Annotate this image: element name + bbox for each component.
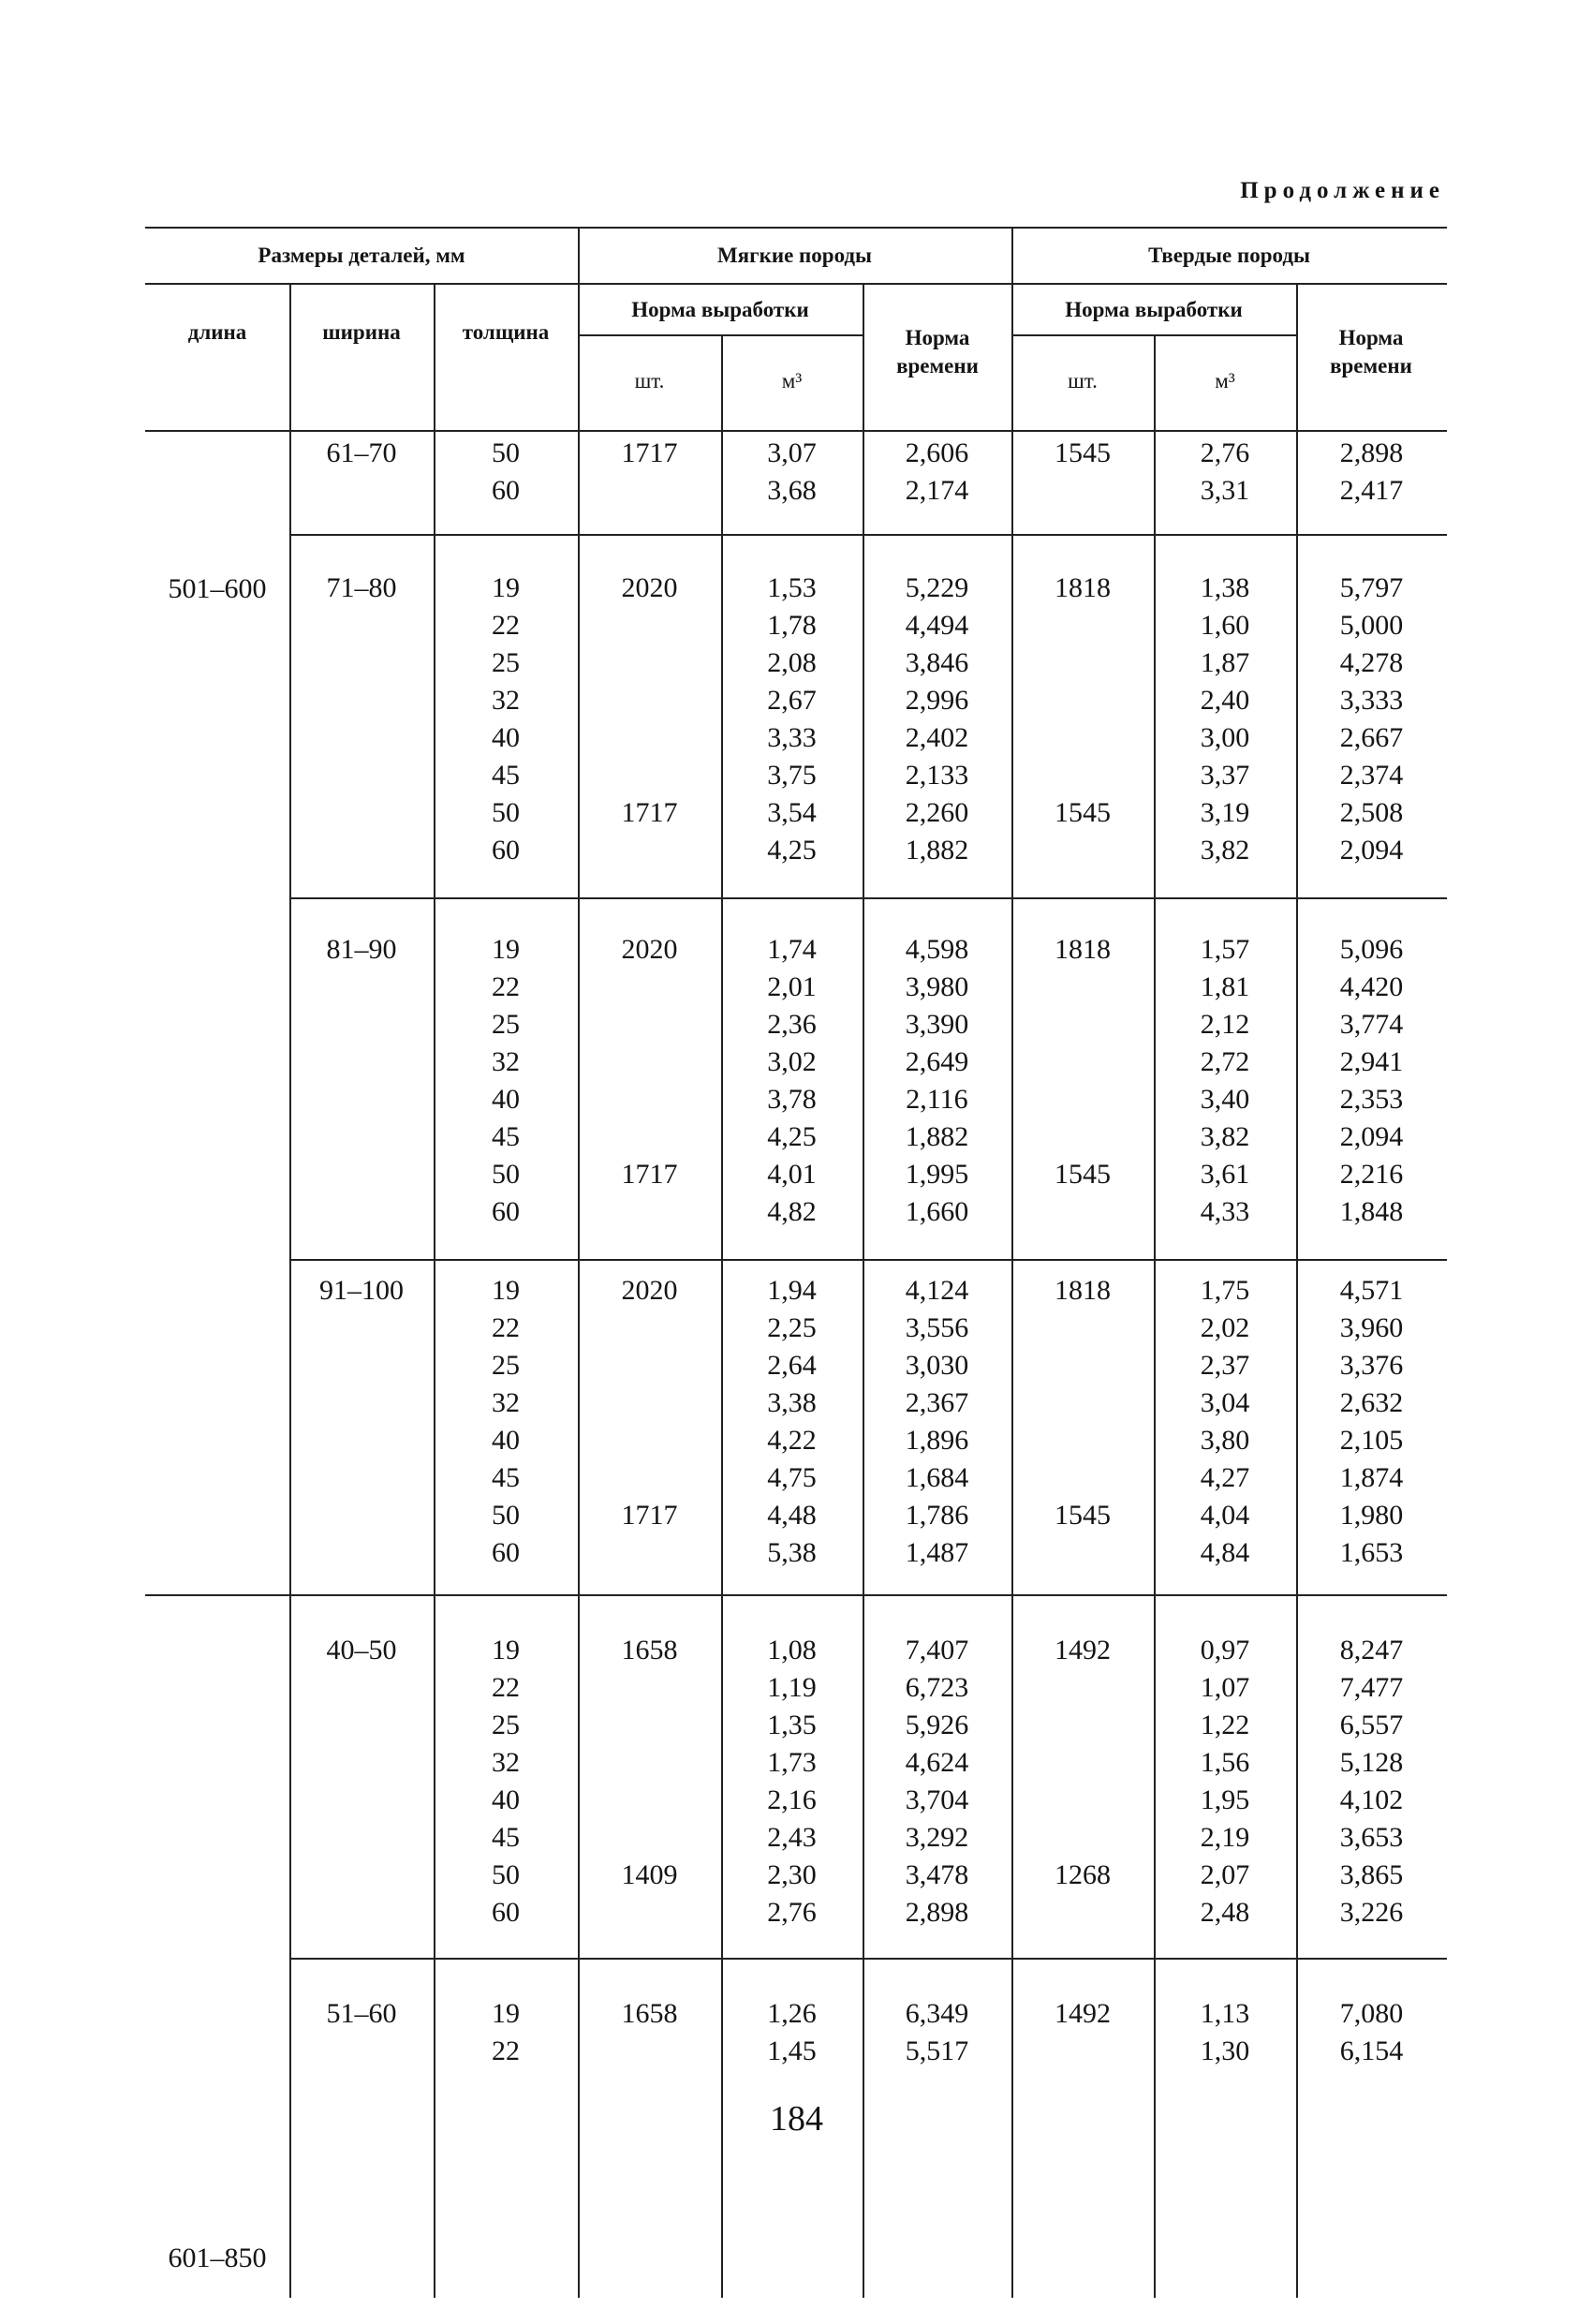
cell-soft-m3: 3,33 [767,722,817,753]
rule-header-1 [145,283,1447,285]
cell-soft-m3: 4,01 [767,1159,817,1190]
vline-soft-time [1011,227,1013,2298]
cell-soft-m3: 1,94 [767,1275,817,1306]
cell-hard-time: 6,154 [1339,2035,1404,2066]
rule-length-break [145,1594,1447,1596]
cell-soft-time: 3,478 [905,1859,969,1890]
cell-soft-pcs: 1717 [621,1500,678,1531]
cell-hard-time: 3,960 [1339,1312,1404,1343]
cell-thickness: 32 [492,1747,520,1778]
cell-soft-m3: 2,16 [767,1784,817,1815]
header-hard-time: Норма времени [1330,326,1412,377]
table-row [289,1384,1447,1422]
header-hard-pcs: шт. [1068,369,1098,392]
cell-hard-m3: 3,19 [1200,797,1250,828]
cell-width: 81–90 [326,934,397,965]
table-row [289,1006,1447,1044]
cell-hard-m3: 1,81 [1200,971,1250,1002]
cell-hard-m3: 4,27 [1200,1462,1250,1493]
cell-width: 51–60 [326,1998,397,2029]
cell-hard-m3: 3,04 [1200,1387,1250,1418]
cell-thickness: 45 [492,1462,520,1493]
header-hard-output: Норма выработки [1065,298,1243,321]
table-row [289,1995,1447,2033]
cell-soft-m3: 1,73 [767,1747,817,1778]
cell-hard-time: 2,105 [1339,1425,1404,1456]
cell-hard-time: 4,278 [1339,647,1404,678]
table-row [289,607,1447,644]
cell-hard-time: 5,000 [1339,610,1404,641]
cell-soft-time: 2,260 [905,797,969,828]
cell-soft-time: 4,598 [905,934,969,965]
cell-hard-time: 2,353 [1339,1084,1404,1115]
cell-hard-pcs: 1492 [1055,1998,1111,2029]
cell-thickness: 22 [492,2035,520,2066]
cell-soft-m3: 2,36 [767,1009,817,1040]
cell-soft-time: 1,487 [905,1537,969,1568]
table-row [289,644,1447,682]
cell-hard-m3: 3,61 [1200,1159,1250,1190]
cell-soft-time: 4,624 [905,1747,969,1778]
cell-hard-m3: 3,80 [1200,1425,1250,1456]
cell-hard-m3: 3,40 [1200,1084,1250,1115]
cell-hard-m3: 1,95 [1200,1784,1250,1815]
cell-thickness: 19 [492,1275,520,1306]
cell-soft-pcs: 1409 [621,1859,678,1890]
cell-hard-time: 3,865 [1339,1859,1404,1890]
cell-soft-time: 1,882 [905,1121,969,1152]
table-row [289,1632,1447,1669]
cell-thickness: 22 [492,610,520,641]
cell-soft-time: 1,660 [905,1196,969,1227]
table-row [289,1497,1447,1534]
group-51-60 [289,1995,1447,2070]
cell-hard-time: 3,226 [1339,1897,1404,1928]
cell-hard-time: 1,874 [1339,1462,1404,1493]
table-row [289,1534,1447,1572]
cell-soft-m3: 3,38 [767,1387,817,1418]
table-row [289,472,1447,510]
cell-hard-time: 3,376 [1339,1350,1404,1381]
table-row [289,1744,1447,1782]
cell-soft-time: 4,124 [905,1275,969,1306]
cell-thickness: 50 [492,1859,520,1890]
table-row [289,570,1447,607]
header-thickness: толщина [462,320,550,344]
cell-soft-time: 2,996 [905,685,969,716]
cell-soft-time: 3,556 [905,1312,969,1343]
rule-top [145,227,1447,229]
cell-soft-m3: 4,75 [767,1462,817,1493]
vline-thickness [578,227,580,2298]
cell-hard-time: 1,848 [1339,1196,1404,1227]
cell-soft-time: 1,684 [905,1462,969,1493]
cell-hard-time: 2,094 [1339,835,1404,866]
cell-soft-m3: 2,08 [767,647,817,678]
cell-soft-time: 3,704 [905,1784,969,1815]
cell-thickness: 60 [492,1196,520,1227]
cell-hard-time: 7,080 [1339,1998,1404,2029]
table-row [289,1459,1447,1497]
cell-soft-time: 1,786 [905,1500,969,1531]
cell-thickness: 25 [492,1009,520,1040]
cell-soft-m3: 2,67 [767,685,817,716]
cell-hard-m3: 1,30 [1200,2035,1250,2066]
cell-hard-time: 2,417 [1339,475,1404,506]
cell-hard-pcs: 1268 [1055,1859,1111,1890]
cell-soft-m3: 2,30 [767,1859,817,1890]
cell-soft-m3: 2,43 [767,1822,817,1853]
cell-hard-m3: 2,02 [1200,1312,1250,1343]
table-row [289,719,1447,757]
table-row [289,1347,1447,1384]
cell-soft-m3: 4,48 [767,1500,817,1531]
cell-soft-time: 2,174 [905,475,969,506]
length-label-601-850: 601–850 [168,2243,267,2273]
cell-thickness: 25 [492,1710,520,1740]
rule-group-5 [289,1958,1447,1960]
table-row [289,1310,1447,1347]
table-row [289,931,1447,969]
cell-soft-m3: 3,68 [767,475,817,506]
cell-thickness: 45 [492,1121,520,1152]
table-row [289,682,1447,719]
cell-thickness: 19 [492,934,520,965]
cell-hard-m3: 3,82 [1200,835,1250,866]
cell-hard-time: 6,557 [1339,1710,1404,1740]
cell-hard-m3: 3,00 [1200,722,1250,753]
cell-hard-m3: 2,12 [1200,1009,1250,1040]
rule-group-1 [289,534,1447,536]
header-soft-pcs: шт. [634,369,665,392]
table-row [289,1669,1447,1707]
cell-hard-time: 7,477 [1339,1672,1404,1703]
cell-thickness: 25 [492,1350,520,1381]
cell-soft-m3: 3,75 [767,760,817,791]
cell-soft-m3: 1,45 [767,2035,817,2066]
table-row [289,1707,1447,1744]
table-row [289,1894,1447,1932]
cell-thickness: 25 [492,647,520,678]
cell-hard-time: 4,420 [1339,971,1404,1002]
cell-soft-m3: 4,25 [767,1121,817,1152]
cell-thickness: 40 [492,1425,520,1456]
cell-hard-m3: 2,72 [1200,1046,1250,1077]
cell-soft-time: 3,980 [905,971,969,1002]
cell-soft-time: 3,292 [905,1822,969,1853]
cell-hard-time: 3,653 [1339,1822,1404,1853]
cell-soft-m3: 2,76 [767,1897,817,1928]
rule-header-bottom [145,430,1447,432]
cell-thickness: 60 [492,1897,520,1928]
cell-hard-m3: 0,97 [1200,1635,1250,1665]
cell-thickness: 45 [492,760,520,791]
cell-hard-pcs: 1545 [1055,1159,1111,1190]
cell-hard-m3: 3,82 [1200,1121,1250,1152]
table-row [289,2033,1447,2070]
cell-soft-time: 5,229 [905,572,969,603]
cell-thickness: 32 [492,1046,520,1077]
cell-thickness: 60 [492,835,520,866]
cell-thickness: 50 [492,797,520,828]
cell-hard-m3: 1,22 [1200,1710,1250,1740]
cell-hard-m3: 2,40 [1200,685,1250,716]
cell-width: 71–80 [326,572,397,603]
cell-thickness: 50 [492,1500,520,1531]
cell-hard-time: 2,667 [1339,722,1404,753]
cell-soft-m3: 1,53 [767,572,817,603]
group-40-50 [289,1632,1447,1932]
header-hard: Твердые породы [1148,244,1310,267]
cell-hard-m3: 1,57 [1200,934,1250,965]
cell-hard-time: 4,571 [1339,1275,1404,1306]
cell-thickness: 32 [492,685,520,716]
table-row [289,1044,1447,1081]
cell-soft-pcs: 1717 [621,1159,678,1190]
cell-soft-time: 2,116 [906,1084,968,1115]
cell-soft-m3: 2,25 [767,1312,817,1343]
table-row [289,1118,1447,1156]
cell-soft-pcs: 1658 [621,1998,678,2029]
header-dims: Размеры деталей, мм [258,244,465,267]
cell-soft-pcs: 2020 [621,572,678,603]
cell-soft-time: 7,407 [905,1635,969,1665]
cell-soft-pcs: 1717 [621,437,678,468]
cell-thickness: 60 [492,475,520,506]
group-71-80 [289,570,1447,869]
cell-thickness: 45 [492,1822,520,1853]
table-row [289,1819,1447,1857]
cell-soft-time: 4,494 [905,610,969,641]
cell-thickness: 19 [492,1998,520,2029]
cell-soft-time: 1,882 [905,835,969,866]
cell-soft-time: 2,133 [905,760,969,791]
header-soft-time: Норма времени [896,326,979,377]
cell-soft-pcs: 2020 [621,1275,678,1306]
cell-soft-m3: 3,54 [767,797,817,828]
cell-thickness: 60 [492,1537,520,1568]
cell-thickness: 40 [492,722,520,753]
cell-thickness: 50 [492,437,520,468]
cell-soft-m3: 2,01 [767,971,817,1002]
cell-thickness: 22 [492,1312,520,1343]
cell-hard-pcs: 1545 [1055,1500,1111,1531]
cell-hard-m3: 1,87 [1200,647,1250,678]
table-row [289,794,1447,832]
cell-soft-time: 6,723 [905,1672,969,1703]
cell-hard-time: 3,774 [1339,1009,1404,1040]
table-row [289,1857,1447,1894]
header-soft-output: Норма выработки [631,298,809,321]
page-number: 184 [770,2099,823,2139]
vline-len-head [289,283,291,430]
cell-thickness: 40 [492,1084,520,1115]
cell-hard-pcs: 1818 [1055,1275,1111,1306]
cell-thickness: 50 [492,1159,520,1190]
cell-soft-pcs: 1658 [621,1635,678,1665]
cell-thickness: 32 [492,1387,520,1418]
cell-hard-pcs: 1818 [1055,934,1111,965]
cell-hard-m3: 1,38 [1200,572,1250,603]
rule-soft-sub [578,334,863,336]
cell-soft-m3: 4,25 [767,835,817,866]
cell-hard-m3: 1,13 [1200,1998,1250,2029]
cell-hard-pcs: 1545 [1055,437,1111,468]
cell-hard-time: 2,094 [1339,1121,1404,1152]
cell-hard-m3: 2,07 [1200,1859,1250,1890]
cell-hard-m3: 2,76 [1200,437,1250,468]
cell-hard-time: 8,247 [1339,1635,1404,1665]
cell-hard-time: 5,797 [1339,572,1404,603]
cell-width: 40–50 [326,1635,397,1665]
cell-width: 91–100 [319,1275,404,1306]
cell-soft-time: 2,606 [905,437,969,468]
continuation-label: Продолжение [1240,178,1445,203]
table-row [289,435,1447,472]
cell-hard-m3: 1,56 [1200,1747,1250,1778]
header-soft-m3: м³ [781,369,803,392]
cell-soft-pcs: 2020 [621,934,678,965]
cell-hard-time: 2,216 [1339,1159,1404,1190]
cell-soft-m3: 1,26 [767,1998,817,2029]
cell-hard-m3: 4,04 [1200,1500,1250,1531]
cell-thickness: 19 [492,1635,520,1665]
cell-hard-m3: 1,60 [1200,610,1250,641]
cell-soft-m3: 3,78 [767,1084,817,1115]
cell-width: 61–70 [326,437,397,468]
cell-thickness: 19 [492,572,520,603]
cell-hard-time: 2,632 [1339,1387,1404,1418]
cell-soft-m3: 3,07 [767,437,817,468]
rule-group-2 [289,897,1447,899]
cell-soft-time: 1,896 [905,1425,969,1456]
table-row [289,757,1447,794]
table-row [289,1272,1447,1310]
cell-hard-time: 4,102 [1339,1784,1404,1815]
cell-hard-time: 5,128 [1339,1747,1404,1778]
cell-soft-time: 6,349 [905,1998,969,2029]
cell-hard-time: 1,653 [1339,1537,1404,1568]
cell-soft-m3: 1,08 [767,1635,817,1665]
cell-soft-time: 3,030 [905,1350,969,1381]
cell-hard-m3: 3,37 [1200,760,1250,791]
header-width: ширина [322,320,401,344]
cell-hard-time: 2,941 [1339,1046,1404,1077]
cell-soft-time: 3,846 [905,647,969,678]
cell-soft-time: 2,367 [905,1387,969,1418]
cell-soft-m3: 5,38 [767,1537,817,1568]
cell-hard-m3: 4,84 [1200,1537,1250,1568]
cell-soft-time: 2,402 [905,722,969,753]
cell-hard-m3: 2,19 [1200,1822,1250,1853]
cell-soft-m3: 1,19 [767,1672,817,1703]
cell-hard-time: 3,333 [1339,685,1404,716]
header-length: длина [187,320,247,344]
header-soft: Мягкие породы [716,244,873,267]
cell-soft-time: 2,649 [905,1046,969,1077]
cell-hard-m3: 2,48 [1200,1897,1250,1928]
cell-soft-time: 5,926 [905,1710,969,1740]
table-row [289,1193,1447,1231]
cell-soft-time: 5,517 [905,2035,969,2066]
cell-hard-pcs: 1492 [1055,1635,1111,1665]
cell-hard-time: 2,898 [1339,437,1404,468]
cell-soft-time: 3,390 [905,1009,969,1040]
cell-soft-time: 1,995 [905,1159,969,1190]
cell-soft-m3: 4,22 [767,1425,817,1456]
table-row [289,1422,1447,1459]
cell-soft-pcs: 1717 [621,797,678,828]
cell-hard-m3: 4,33 [1200,1196,1250,1227]
cell-hard-time: 2,508 [1339,797,1404,828]
cell-hard-pcs: 1818 [1055,572,1111,603]
cell-hard-m3: 3,31 [1200,475,1250,506]
cell-soft-m3: 3,02 [767,1046,817,1077]
cell-thickness: 22 [492,971,520,1002]
length-label-501-600: 501–600 [168,573,267,604]
table-row [289,1081,1447,1118]
cell-soft-time: 2,898 [905,1897,969,1928]
cell-hard-pcs: 1545 [1055,797,1111,828]
cell-thickness: 40 [492,1784,520,1815]
cell-soft-m3: 1,74 [767,934,817,965]
cell-soft-m3: 1,78 [767,610,817,641]
cell-hard-time: 1,980 [1339,1500,1404,1531]
group-91-100 [289,1272,1447,1572]
table-row [289,969,1447,1006]
cell-thickness: 22 [492,1672,520,1703]
group-61-70 [289,435,1447,510]
cell-hard-time: 5,096 [1339,934,1404,965]
cell-soft-m3: 1,35 [767,1710,817,1740]
group-81-90 [289,931,1447,1231]
cell-soft-m3: 4,82 [767,1196,817,1227]
table-row [289,1782,1447,1819]
table-row [289,1156,1447,1193]
rule-group-3 [289,1259,1447,1261]
header-hard-m3: м³ [1215,369,1235,392]
cell-hard-m3: 1,75 [1200,1275,1250,1306]
cell-soft-m3: 2,64 [767,1350,817,1381]
cell-hard-m3: 1,07 [1200,1672,1250,1703]
cell-hard-m3: 2,37 [1200,1350,1250,1381]
table-row [289,832,1447,869]
cell-hard-time: 2,374 [1339,760,1404,791]
